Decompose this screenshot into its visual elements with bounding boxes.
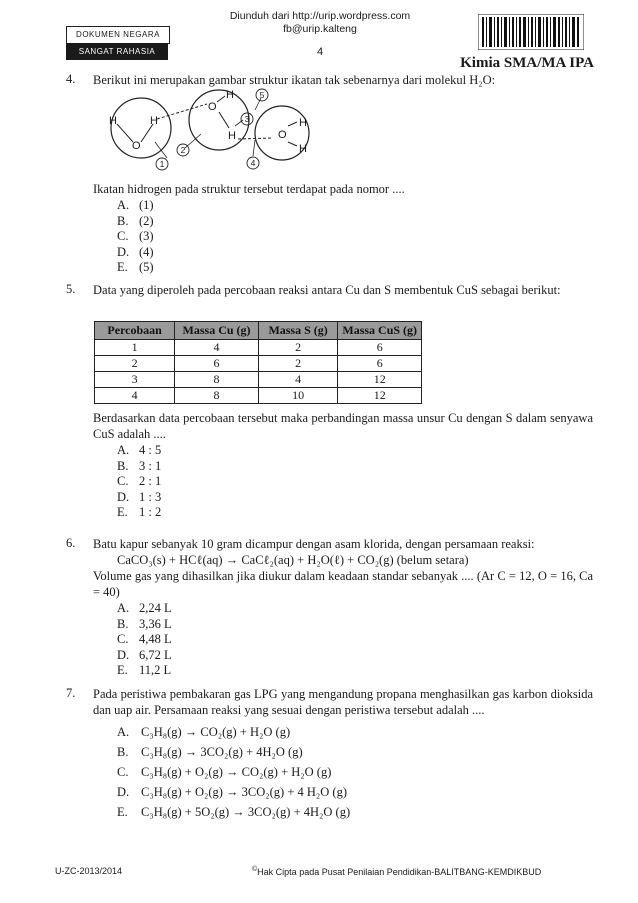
table-row [95, 388, 422, 404]
option-letter: B. [117, 745, 129, 759]
table-cell: 2 [95, 356, 175, 372]
q4-question: Ikatan hidrogen pada struktur tersebut terdapat pada nomor .... [93, 182, 405, 196]
q6-question: Volume gas yang dihasilkan jika diukur dalam keadaan standar sebanyak .... (Ar C = 12, O = 16, Ca = 40) [93, 569, 593, 599]
option-text: 6,72 L [139, 647, 172, 662]
marker-4: 4 [250, 158, 256, 168]
footer-copyright [252, 866, 582, 877]
column-header: Percobaan [95, 322, 175, 340]
table-cell: 2 [258, 340, 338, 356]
marker-3: 3 [244, 114, 250, 124]
subject-title: Kimia SMA/MA IPA [460, 55, 594, 71]
option-letter: E. [117, 505, 128, 519]
column-header: Massa CuS (g) [338, 322, 422, 340]
column-header: Massa Cu (g) [175, 322, 259, 340]
q6-options [117, 601, 172, 679]
option-text: (4) [139, 244, 154, 259]
source-url: Diunduh dari http://urip.wordpress.com [229, 10, 411, 22]
q4-number: 4. [66, 72, 76, 86]
table-cell: 12 [338, 372, 422, 388]
q6-equation: CaCO₃(s) + HCℓ(aq) → CaCℓ₂(aq) + H₂O(ℓ) + CO₂(g) (belum setara) [117, 553, 469, 567]
option-text: 3,36 L [139, 616, 172, 631]
option-c[interactable] [117, 762, 350, 782]
option-d[interactable] [117, 782, 350, 802]
table-cell: 8 [175, 372, 259, 388]
table-cell: 4 [175, 340, 259, 356]
source-text [200, 10, 440, 36]
table-cell: 3 [95, 372, 175, 388]
copyright-text: Hak Cipta pada Pusat Penilaian Pendidikan-BALITBANG-KEMDIKBUD [257, 867, 542, 877]
q5-question: Berdasarkan data percobaan tersebut maka perbandingan massa unsur Cu dengan S dalam senyawa CuS adalah .... [93, 411, 593, 441]
option-b[interactable] [117, 214, 154, 230]
q4-options [117, 198, 154, 276]
option-letter: C. [117, 229, 129, 243]
q5-data-table [94, 321, 422, 404]
q7-options [117, 722, 350, 822]
option-text: 4,48 L [139, 632, 172, 646]
option-b[interactable] [117, 742, 350, 762]
table-cell: 1 [95, 340, 175, 356]
option-b[interactable] [117, 617, 172, 633]
table-cell: 12 [338, 388, 422, 404]
option-text: C₃H₈(g) + O₂(g) → 3CO₂(g) + 4 H₂O (g) [141, 785, 347, 799]
option-letter: B. [117, 458, 129, 473]
option-letter: E. [117, 663, 128, 677]
q5-text: Data yang diperoleh pada percobaan reaksi antara Cu dan S membentuk CuS sebagai berikut: [93, 283, 561, 297]
option-letter: E. [117, 260, 128, 274]
option-e[interactable] [117, 663, 172, 679]
table-cell: 6 [338, 356, 422, 372]
atom-label: O [278, 129, 287, 141]
q6-text: Batu kapur sebanyak 10 gram dicampur dengan asam klorida, dengan persamaan reaksi: [93, 537, 535, 551]
option-a[interactable] [117, 722, 350, 742]
q6-number: 6. [66, 536, 76, 550]
table-row [95, 372, 422, 388]
option-letter: B. [117, 616, 129, 631]
table-row [95, 356, 422, 372]
option-text: 1 : 2 [139, 505, 162, 519]
table-cell: 6 [175, 356, 259, 372]
option-letter: D. [117, 489, 130, 504]
option-letter: D. [117, 647, 130, 662]
option-letter: A. [117, 198, 130, 212]
option-a[interactable] [117, 443, 161, 459]
option-letter: D. [117, 785, 130, 799]
option-letter: C. [117, 632, 129, 646]
option-d[interactable] [117, 648, 172, 664]
table-row [95, 340, 422, 356]
atom-label: H [226, 89, 234, 101]
option-text: 1 : 3 [139, 489, 162, 504]
q7-number: 7. [66, 686, 76, 700]
option-letter: A. [117, 601, 130, 615]
table-cell: 10 [258, 388, 338, 404]
option-text: C₃H₈(g) + 5O₂(g) → 3CO₂(g) + 4H₂O (g) [141, 805, 351, 819]
q5-number: 5. [66, 282, 76, 296]
table-cell: 4 [258, 372, 338, 388]
q7-text: Pada peristiwa pembakaran gas LPG yang mengandung propana menghasilkan gas karbon dioksida dan uap air. Persamaan reaksi yang sesuai dengan peristiwa tersebut adalah .... [93, 687, 593, 717]
page-number: 4 [316, 46, 324, 58]
option-e[interactable] [117, 505, 161, 521]
table-header-row [95, 322, 422, 340]
table-cell: 2 [258, 356, 338, 372]
option-text: (1) [139, 198, 154, 212]
option-text: (5) [139, 260, 154, 274]
option-letter: E. [117, 805, 128, 819]
h2o-structure-diagram [95, 86, 335, 176]
option-text: 3 : 1 [139, 458, 162, 473]
option-e[interactable] [117, 260, 154, 276]
atom-label: H [299, 143, 307, 155]
table-cell: 4 [95, 388, 175, 404]
q4-text: Berikut ini merupakan gambar struktur ikatan tak sebenarnya dari molekul H₂O: [93, 73, 496, 87]
atom-label: H [150, 115, 158, 127]
option-a[interactable] [117, 198, 154, 214]
option-text: 2,24 L [139, 601, 172, 615]
option-b[interactable] [117, 459, 161, 475]
source-contact: fb@urip.kalteng [283, 23, 357, 35]
atom-label: H [299, 117, 307, 129]
atom-label: O [208, 101, 217, 113]
option-text: (3) [139, 229, 154, 243]
column-header: Massa S (g) [258, 322, 338, 340]
option-text: 2 : 1 [139, 474, 162, 488]
doc-label-box: DOKUMEN NEGARA [66, 26, 170, 44]
marker-2: 2 [180, 145, 186, 155]
atom-label: H [228, 130, 236, 142]
table-cell: 6 [338, 340, 422, 356]
option-letter: C. [117, 474, 129, 488]
table-cell: 8 [175, 388, 259, 404]
option-c[interactable] [117, 474, 161, 490]
option-text: 4 : 5 [139, 443, 162, 457]
atom-label: O [132, 140, 141, 152]
option-text: C₃H₈(g) → 3CO₂(g) + 4H₂O (g) [141, 745, 303, 759]
copyright-mark: © [252, 866, 258, 873]
option-text: 11,2 L [139, 663, 172, 677]
barcode-image [478, 14, 584, 50]
marker-1: 1 [159, 159, 165, 169]
option-e[interactable] [117, 802, 350, 822]
option-letter: B. [117, 213, 129, 228]
option-c[interactable] [117, 229, 154, 245]
option-letter: D. [117, 244, 130, 259]
option-a[interactable] [117, 601, 172, 617]
option-text: C₃H₈(g) + O₂(g) → CO₂(g) + H₂O (g) [141, 765, 332, 779]
q5-options [117, 443, 161, 521]
option-letter: A. [117, 443, 130, 457]
option-text: C₃H₈(g) → CO₂(g) + H₂O (g) [141, 725, 291, 739]
option-d[interactable] [117, 490, 161, 506]
option-c[interactable] [117, 632, 172, 648]
option-text: (2) [139, 213, 154, 228]
footer-code: U-ZC-2013/2014 [55, 866, 123, 876]
molecule-2-circle [189, 90, 249, 150]
option-d[interactable] [117, 245, 154, 261]
atom-label: H [109, 115, 117, 127]
option-letter: C. [117, 765, 129, 779]
option-letter: A. [117, 725, 130, 739]
marker-5: 5 [259, 90, 265, 100]
secret-label-box: SANGAT RAHASIA [66, 43, 168, 60]
